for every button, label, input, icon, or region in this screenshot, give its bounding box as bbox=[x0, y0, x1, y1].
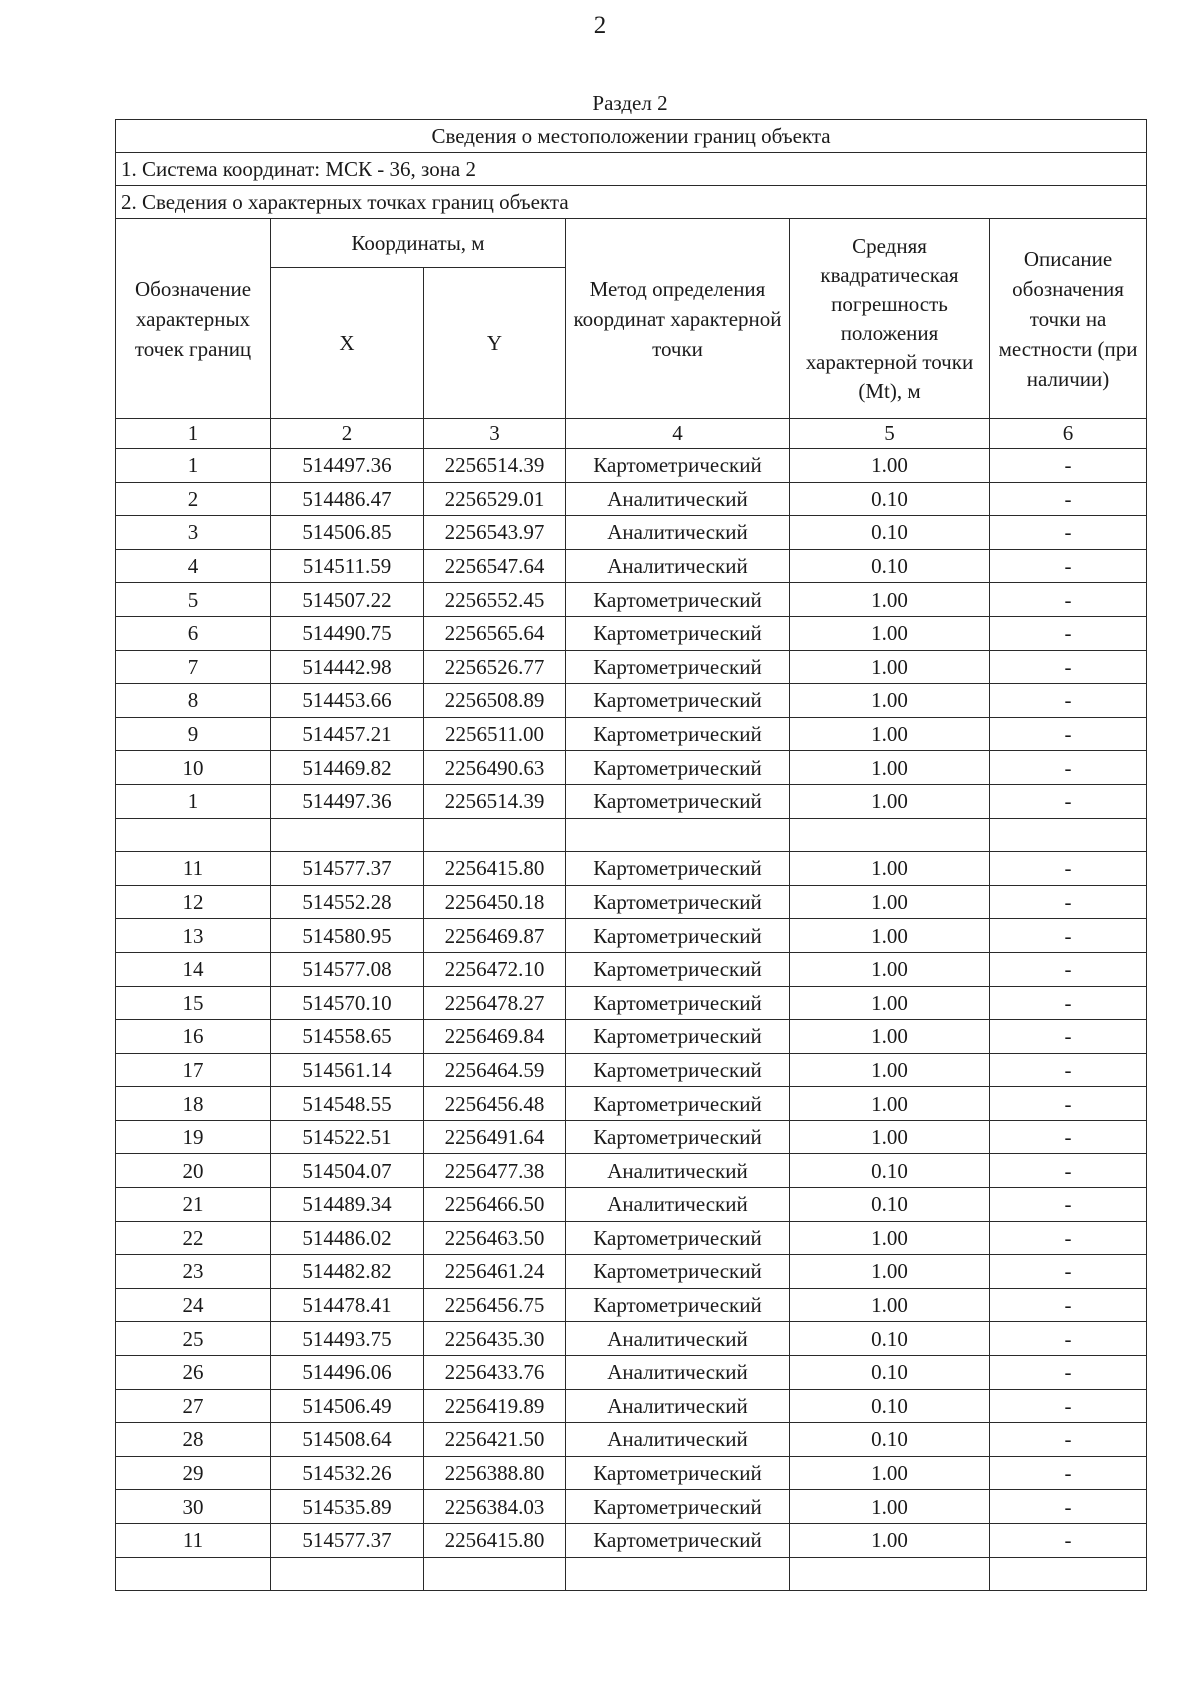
x-coordinate-cell: 514561.14 bbox=[271, 1053, 424, 1087]
table-title-row bbox=[116, 120, 1147, 153]
point-number-cell: 6 bbox=[116, 616, 271, 650]
method-cell: Аналитический bbox=[566, 1423, 790, 1457]
method-cell: Картометрический bbox=[566, 1221, 790, 1255]
point-number-cell: 26 bbox=[116, 1356, 271, 1390]
point-number-cell: 21 bbox=[116, 1188, 271, 1222]
x-coordinate-cell: 514496.06 bbox=[271, 1356, 424, 1390]
description-cell: - bbox=[990, 1120, 1147, 1154]
method-cell: Картометрический bbox=[566, 449, 790, 483]
method-cell: Картометрический bbox=[566, 1456, 790, 1490]
description-cell: - bbox=[990, 717, 1147, 751]
description-cell: - bbox=[990, 1087, 1147, 1121]
y-coordinate-cell: 2256464.59 bbox=[424, 1053, 566, 1087]
description-cell: - bbox=[990, 1053, 1147, 1087]
x-coordinate-cell bbox=[271, 1557, 424, 1591]
point-number-cell: 25 bbox=[116, 1322, 271, 1356]
point-number-cell: 15 bbox=[116, 986, 271, 1020]
x-coordinate-cell: 514504.07 bbox=[271, 1154, 424, 1188]
header-error: Средняя квадратическая погрешность положения характерной точки (Mt), м bbox=[790, 219, 990, 419]
x-coordinate-cell: 514506.85 bbox=[271, 516, 424, 550]
table-row bbox=[116, 1255, 1147, 1289]
point-number-cell: 22 bbox=[116, 1221, 271, 1255]
error-cell bbox=[790, 818, 990, 852]
point-number-cell: 16 bbox=[116, 1020, 271, 1054]
point-number-cell: 11 bbox=[116, 1524, 271, 1558]
description-cell: - bbox=[990, 751, 1147, 785]
table-row bbox=[116, 650, 1147, 684]
points-info-row bbox=[116, 186, 1147, 219]
method-cell: Картометрический bbox=[566, 1288, 790, 1322]
method-cell: Картометрический bbox=[566, 986, 790, 1020]
description-cell: - bbox=[990, 1188, 1147, 1222]
x-coordinate-cell: 514522.51 bbox=[271, 1120, 424, 1154]
method-cell bbox=[566, 818, 790, 852]
point-number-cell: 20 bbox=[116, 1154, 271, 1188]
table-row bbox=[116, 986, 1147, 1020]
error-cell: 0.10 bbox=[790, 1154, 990, 1188]
table-row bbox=[116, 1322, 1147, 1356]
error-cell: 1.00 bbox=[790, 919, 990, 953]
error-cell: 1.00 bbox=[790, 751, 990, 785]
y-coordinate-cell: 2256511.00 bbox=[424, 717, 566, 751]
method-cell: Картометрический bbox=[566, 583, 790, 617]
point-number-cell: 14 bbox=[116, 952, 271, 986]
error-cell: 0.10 bbox=[790, 1188, 990, 1222]
x-coordinate-cell: 514482.82 bbox=[271, 1255, 424, 1289]
method-cell: Аналитический bbox=[566, 482, 790, 516]
error-cell: 1.00 bbox=[790, 717, 990, 751]
x-coordinate-cell: 514469.82 bbox=[271, 751, 424, 785]
point-number-cell: 8 bbox=[116, 684, 271, 718]
point-number-cell: 17 bbox=[116, 1053, 271, 1087]
point-number-cell: 4 bbox=[116, 549, 271, 583]
method-cell: Картометрический bbox=[566, 1087, 790, 1121]
x-coordinate-cell: 514548.55 bbox=[271, 1087, 424, 1121]
page-number: 2 bbox=[593, 12, 607, 39]
points-info: 2. Сведения о характерных точках границ объекта bbox=[116, 186, 1147, 219]
y-coordinate-cell: 2256491.64 bbox=[424, 1120, 566, 1154]
x-coordinate-cell: 514453.66 bbox=[271, 684, 424, 718]
table-row bbox=[116, 919, 1147, 953]
table-row bbox=[116, 784, 1147, 818]
coord-system-row bbox=[116, 153, 1147, 186]
y-coordinate-cell: 2256543.97 bbox=[424, 516, 566, 550]
table-row bbox=[116, 482, 1147, 516]
x-coordinate-cell: 514497.36 bbox=[271, 449, 424, 483]
x-coordinate-cell: 514570.10 bbox=[271, 986, 424, 1020]
error-cell: 1.00 bbox=[790, 852, 990, 886]
x-coordinate-cell: 514497.36 bbox=[271, 784, 424, 818]
error-cell: 1.00 bbox=[790, 885, 990, 919]
method-cell: Картометрический bbox=[566, 852, 790, 886]
table-row bbox=[116, 583, 1147, 617]
error-cell: 1.00 bbox=[790, 1020, 990, 1054]
table-row bbox=[116, 885, 1147, 919]
column-number: 6 bbox=[990, 419, 1147, 449]
y-coordinate-cell: 2256514.39 bbox=[424, 784, 566, 818]
table-row bbox=[116, 1188, 1147, 1222]
x-coordinate-cell: 514577.37 bbox=[271, 852, 424, 886]
description-cell: - bbox=[990, 583, 1147, 617]
column-number: 1 bbox=[116, 419, 271, 449]
error-cell: 1.00 bbox=[790, 1053, 990, 1087]
x-coordinate-cell: 514493.75 bbox=[271, 1322, 424, 1356]
x-coordinate-cell: 514489.34 bbox=[271, 1188, 424, 1222]
method-cell: Картометрический bbox=[566, 1120, 790, 1154]
x-coordinate-cell: 514490.75 bbox=[271, 616, 424, 650]
error-cell: 0.10 bbox=[790, 1356, 990, 1390]
method-cell: Аналитический bbox=[566, 516, 790, 550]
y-coordinate-cell: 2256552.45 bbox=[424, 583, 566, 617]
column-number: 2 bbox=[271, 419, 424, 449]
error-cell: 1.00 bbox=[790, 1221, 990, 1255]
description-cell: - bbox=[990, 449, 1147, 483]
table-row bbox=[116, 952, 1147, 986]
point-number-cell: 10 bbox=[116, 751, 271, 785]
method-cell: Картометрический bbox=[566, 885, 790, 919]
error-cell: 1.00 bbox=[790, 684, 990, 718]
column-number: 3 bbox=[424, 419, 566, 449]
column-number-row bbox=[116, 419, 1147, 449]
table-row bbox=[116, 751, 1147, 785]
description-cell: - bbox=[990, 1154, 1147, 1188]
x-coordinate-cell bbox=[271, 818, 424, 852]
table-row bbox=[116, 1221, 1147, 1255]
table-row bbox=[116, 1423, 1147, 1457]
point-number-cell bbox=[116, 818, 271, 852]
method-cell: Картометрический bbox=[566, 1053, 790, 1087]
point-number-cell: 5 bbox=[116, 583, 271, 617]
y-coordinate-cell: 2256415.80 bbox=[424, 852, 566, 886]
y-coordinate-cell: 2256384.03 bbox=[424, 1490, 566, 1524]
table-row bbox=[116, 516, 1147, 550]
y-coordinate-cell: 2256421.50 bbox=[424, 1423, 566, 1457]
table-row bbox=[116, 684, 1147, 718]
description-cell: - bbox=[990, 1020, 1147, 1054]
error-cell: 0.10 bbox=[790, 1322, 990, 1356]
boundary-points-table bbox=[115, 119, 1147, 1591]
table-row bbox=[116, 1389, 1147, 1423]
description-cell: - bbox=[990, 516, 1147, 550]
y-coordinate-cell: 2256456.75 bbox=[424, 1288, 566, 1322]
table-row bbox=[116, 1120, 1147, 1154]
table-row bbox=[116, 1020, 1147, 1054]
error-cell: 0.10 bbox=[790, 516, 990, 550]
x-coordinate-cell: 514507.22 bbox=[271, 583, 424, 617]
table-row bbox=[116, 1087, 1147, 1121]
error-cell: 1.00 bbox=[790, 583, 990, 617]
table-row bbox=[116, 1456, 1147, 1490]
description-cell: - bbox=[990, 1322, 1147, 1356]
point-number-cell: 27 bbox=[116, 1389, 271, 1423]
description-cell: - bbox=[990, 684, 1147, 718]
error-cell: 1.00 bbox=[790, 784, 990, 818]
method-cell: Картометрический bbox=[566, 616, 790, 650]
y-coordinate-cell: 2256565.64 bbox=[424, 616, 566, 650]
table-body bbox=[116, 449, 1147, 1591]
table-row bbox=[116, 549, 1147, 583]
error-cell: 0.10 bbox=[790, 1389, 990, 1423]
y-coordinate-cell bbox=[424, 1557, 566, 1591]
table-row bbox=[116, 616, 1147, 650]
error-cell: 0.10 bbox=[790, 482, 990, 516]
y-coordinate-cell: 2256450.18 bbox=[424, 885, 566, 919]
table-row bbox=[116, 717, 1147, 751]
description-cell: - bbox=[990, 549, 1147, 583]
description-cell: - bbox=[990, 1524, 1147, 1558]
method-cell bbox=[566, 1557, 790, 1591]
coord-system: 1. Система координат: МСК - 36, зона 2 bbox=[116, 153, 1147, 186]
method-cell: Аналитический bbox=[566, 1154, 790, 1188]
x-coordinate-cell: 514457.21 bbox=[271, 717, 424, 751]
table-row bbox=[116, 1524, 1147, 1558]
method-cell: Аналитический bbox=[566, 1188, 790, 1222]
error-cell bbox=[790, 1557, 990, 1591]
method-cell: Аналитический bbox=[566, 1356, 790, 1390]
description-cell: - bbox=[990, 1456, 1147, 1490]
error-cell: 1.00 bbox=[790, 1255, 990, 1289]
table-row bbox=[116, 1154, 1147, 1188]
x-coordinate-cell: 514580.95 bbox=[271, 919, 424, 953]
x-coordinate-cell: 514486.47 bbox=[271, 482, 424, 516]
error-cell: 1.00 bbox=[790, 1524, 990, 1558]
y-coordinate-cell: 2256461.24 bbox=[424, 1255, 566, 1289]
table-row bbox=[116, 1053, 1147, 1087]
point-number-cell: 23 bbox=[116, 1255, 271, 1289]
x-coordinate-cell: 514577.37 bbox=[271, 1524, 424, 1558]
method-cell: Картометрический bbox=[566, 1524, 790, 1558]
y-coordinate-cell: 2256490.63 bbox=[424, 751, 566, 785]
error-cell: 0.10 bbox=[790, 1423, 990, 1457]
description-cell bbox=[990, 1557, 1147, 1591]
description-cell: - bbox=[990, 952, 1147, 986]
column-number: 4 bbox=[566, 419, 790, 449]
description-cell: - bbox=[990, 482, 1147, 516]
y-coordinate-cell: 2256469.87 bbox=[424, 919, 566, 953]
method-cell: Картометрический bbox=[566, 650, 790, 684]
table-row bbox=[116, 1557, 1147, 1591]
x-coordinate-cell: 514535.89 bbox=[271, 1490, 424, 1524]
description-cell: - bbox=[990, 1389, 1147, 1423]
point-number-cell: 1 bbox=[116, 449, 271, 483]
y-coordinate-cell: 2256456.48 bbox=[424, 1087, 566, 1121]
y-coordinate-cell: 2256508.89 bbox=[424, 684, 566, 718]
point-number-cell: 12 bbox=[116, 885, 271, 919]
description-cell: - bbox=[990, 616, 1147, 650]
error-cell: 1.00 bbox=[790, 1120, 990, 1154]
y-coordinate-cell: 2256526.77 bbox=[424, 650, 566, 684]
method-cell: Аналитический bbox=[566, 1389, 790, 1423]
method-cell: Аналитический bbox=[566, 549, 790, 583]
y-coordinate-cell: 2256415.80 bbox=[424, 1524, 566, 1558]
point-number-cell: 18 bbox=[116, 1087, 271, 1121]
table-row bbox=[116, 1288, 1147, 1322]
table-row bbox=[116, 1490, 1147, 1524]
method-cell: Аналитический bbox=[566, 1322, 790, 1356]
y-coordinate-cell: 2256469.84 bbox=[424, 1020, 566, 1054]
point-number-cell: 19 bbox=[116, 1120, 271, 1154]
description-cell: - bbox=[990, 784, 1147, 818]
description-cell: - bbox=[990, 650, 1147, 684]
error-cell: 1.00 bbox=[790, 616, 990, 650]
x-coordinate-cell: 514508.64 bbox=[271, 1423, 424, 1457]
description-cell: - bbox=[990, 885, 1147, 919]
method-cell: Картометрический bbox=[566, 717, 790, 751]
section-title: Раздел 2 bbox=[592, 91, 668, 115]
x-coordinate-cell: 514558.65 bbox=[271, 1020, 424, 1054]
x-coordinate-cell: 514486.02 bbox=[271, 1221, 424, 1255]
header-point: Обозначение характерных точек границ bbox=[116, 219, 271, 419]
error-cell: 1.00 bbox=[790, 650, 990, 684]
point-number-cell: 3 bbox=[116, 516, 271, 550]
y-coordinate-cell: 2256433.76 bbox=[424, 1356, 566, 1390]
description-cell: - bbox=[990, 1288, 1147, 1322]
error-cell: 1.00 bbox=[790, 1456, 990, 1490]
error-cell: 0.10 bbox=[790, 549, 990, 583]
error-cell: 1.00 bbox=[790, 1087, 990, 1121]
point-number-cell: 11 bbox=[116, 852, 271, 886]
header-description: Описание обозначения точки на местности (при наличии) bbox=[990, 219, 1147, 419]
point-number-cell: 30 bbox=[116, 1490, 271, 1524]
y-coordinate-cell: 2256547.64 bbox=[424, 549, 566, 583]
header-method: Метод определения координат характерной точки bbox=[566, 219, 790, 419]
table-row bbox=[116, 1356, 1147, 1390]
header-y: Y bbox=[424, 268, 566, 419]
x-coordinate-cell: 514478.41 bbox=[271, 1288, 424, 1322]
y-coordinate-cell: 2256463.50 bbox=[424, 1221, 566, 1255]
header-x: X bbox=[271, 268, 424, 419]
x-coordinate-cell: 514511.59 bbox=[271, 549, 424, 583]
x-coordinate-cell: 514532.26 bbox=[271, 1456, 424, 1490]
error-cell: 1.00 bbox=[790, 1288, 990, 1322]
y-coordinate-cell bbox=[424, 818, 566, 852]
column-number: 5 bbox=[790, 419, 990, 449]
description-cell: - bbox=[990, 852, 1147, 886]
description-cell: - bbox=[990, 1255, 1147, 1289]
y-coordinate-cell: 2256419.89 bbox=[424, 1389, 566, 1423]
point-number-cell: 7 bbox=[116, 650, 271, 684]
description-cell: - bbox=[990, 919, 1147, 953]
point-number-cell bbox=[116, 1557, 271, 1591]
y-coordinate-cell: 2256477.38 bbox=[424, 1154, 566, 1188]
y-coordinate-cell: 2256529.01 bbox=[424, 482, 566, 516]
method-cell: Картометрический bbox=[566, 952, 790, 986]
point-number-cell: 1 bbox=[116, 784, 271, 818]
y-coordinate-cell: 2256466.50 bbox=[424, 1188, 566, 1222]
x-coordinate-cell: 514506.49 bbox=[271, 1389, 424, 1423]
point-number-cell: 2 bbox=[116, 482, 271, 516]
table-row bbox=[116, 818, 1147, 852]
table-row bbox=[116, 449, 1147, 483]
x-coordinate-cell: 514577.08 bbox=[271, 952, 424, 986]
point-number-cell: 29 bbox=[116, 1456, 271, 1490]
method-cell: Картометрический bbox=[566, 751, 790, 785]
y-coordinate-cell: 2256472.10 bbox=[424, 952, 566, 986]
point-number-cell: 13 bbox=[116, 919, 271, 953]
description-cell bbox=[990, 818, 1147, 852]
error-cell: 1.00 bbox=[790, 1490, 990, 1524]
y-coordinate-cell: 2256388.80 bbox=[424, 1456, 566, 1490]
error-cell: 1.00 bbox=[790, 986, 990, 1020]
method-cell: Картометрический bbox=[566, 784, 790, 818]
y-coordinate-cell: 2256435.30 bbox=[424, 1322, 566, 1356]
y-coordinate-cell: 2256514.39 bbox=[424, 449, 566, 483]
method-cell: Картометрический bbox=[566, 1255, 790, 1289]
x-coordinate-cell: 514442.98 bbox=[271, 650, 424, 684]
point-number-cell: 9 bbox=[116, 717, 271, 751]
method-cell: Картометрический bbox=[566, 1490, 790, 1524]
header-row-1 bbox=[116, 219, 1147, 268]
method-cell: Картометрический bbox=[566, 919, 790, 953]
description-cell: - bbox=[990, 1356, 1147, 1390]
point-number-cell: 24 bbox=[116, 1288, 271, 1322]
error-cell: 1.00 bbox=[790, 449, 990, 483]
x-coordinate-cell: 514552.28 bbox=[271, 885, 424, 919]
error-cell: 1.00 bbox=[790, 952, 990, 986]
table-header bbox=[116, 120, 1147, 449]
description-cell: - bbox=[990, 1221, 1147, 1255]
table-title: Сведения о местоположении границ объекта bbox=[116, 120, 1147, 153]
header-coordinates: Координаты, м bbox=[271, 219, 566, 268]
description-cell: - bbox=[990, 986, 1147, 1020]
description-cell: - bbox=[990, 1423, 1147, 1457]
y-coordinate-cell: 2256478.27 bbox=[424, 986, 566, 1020]
description-cell: - bbox=[990, 1490, 1147, 1524]
method-cell: Картометрический bbox=[566, 1020, 790, 1054]
table-row bbox=[116, 852, 1147, 886]
method-cell: Картометрический bbox=[566, 684, 790, 718]
point-number-cell: 28 bbox=[116, 1423, 271, 1457]
